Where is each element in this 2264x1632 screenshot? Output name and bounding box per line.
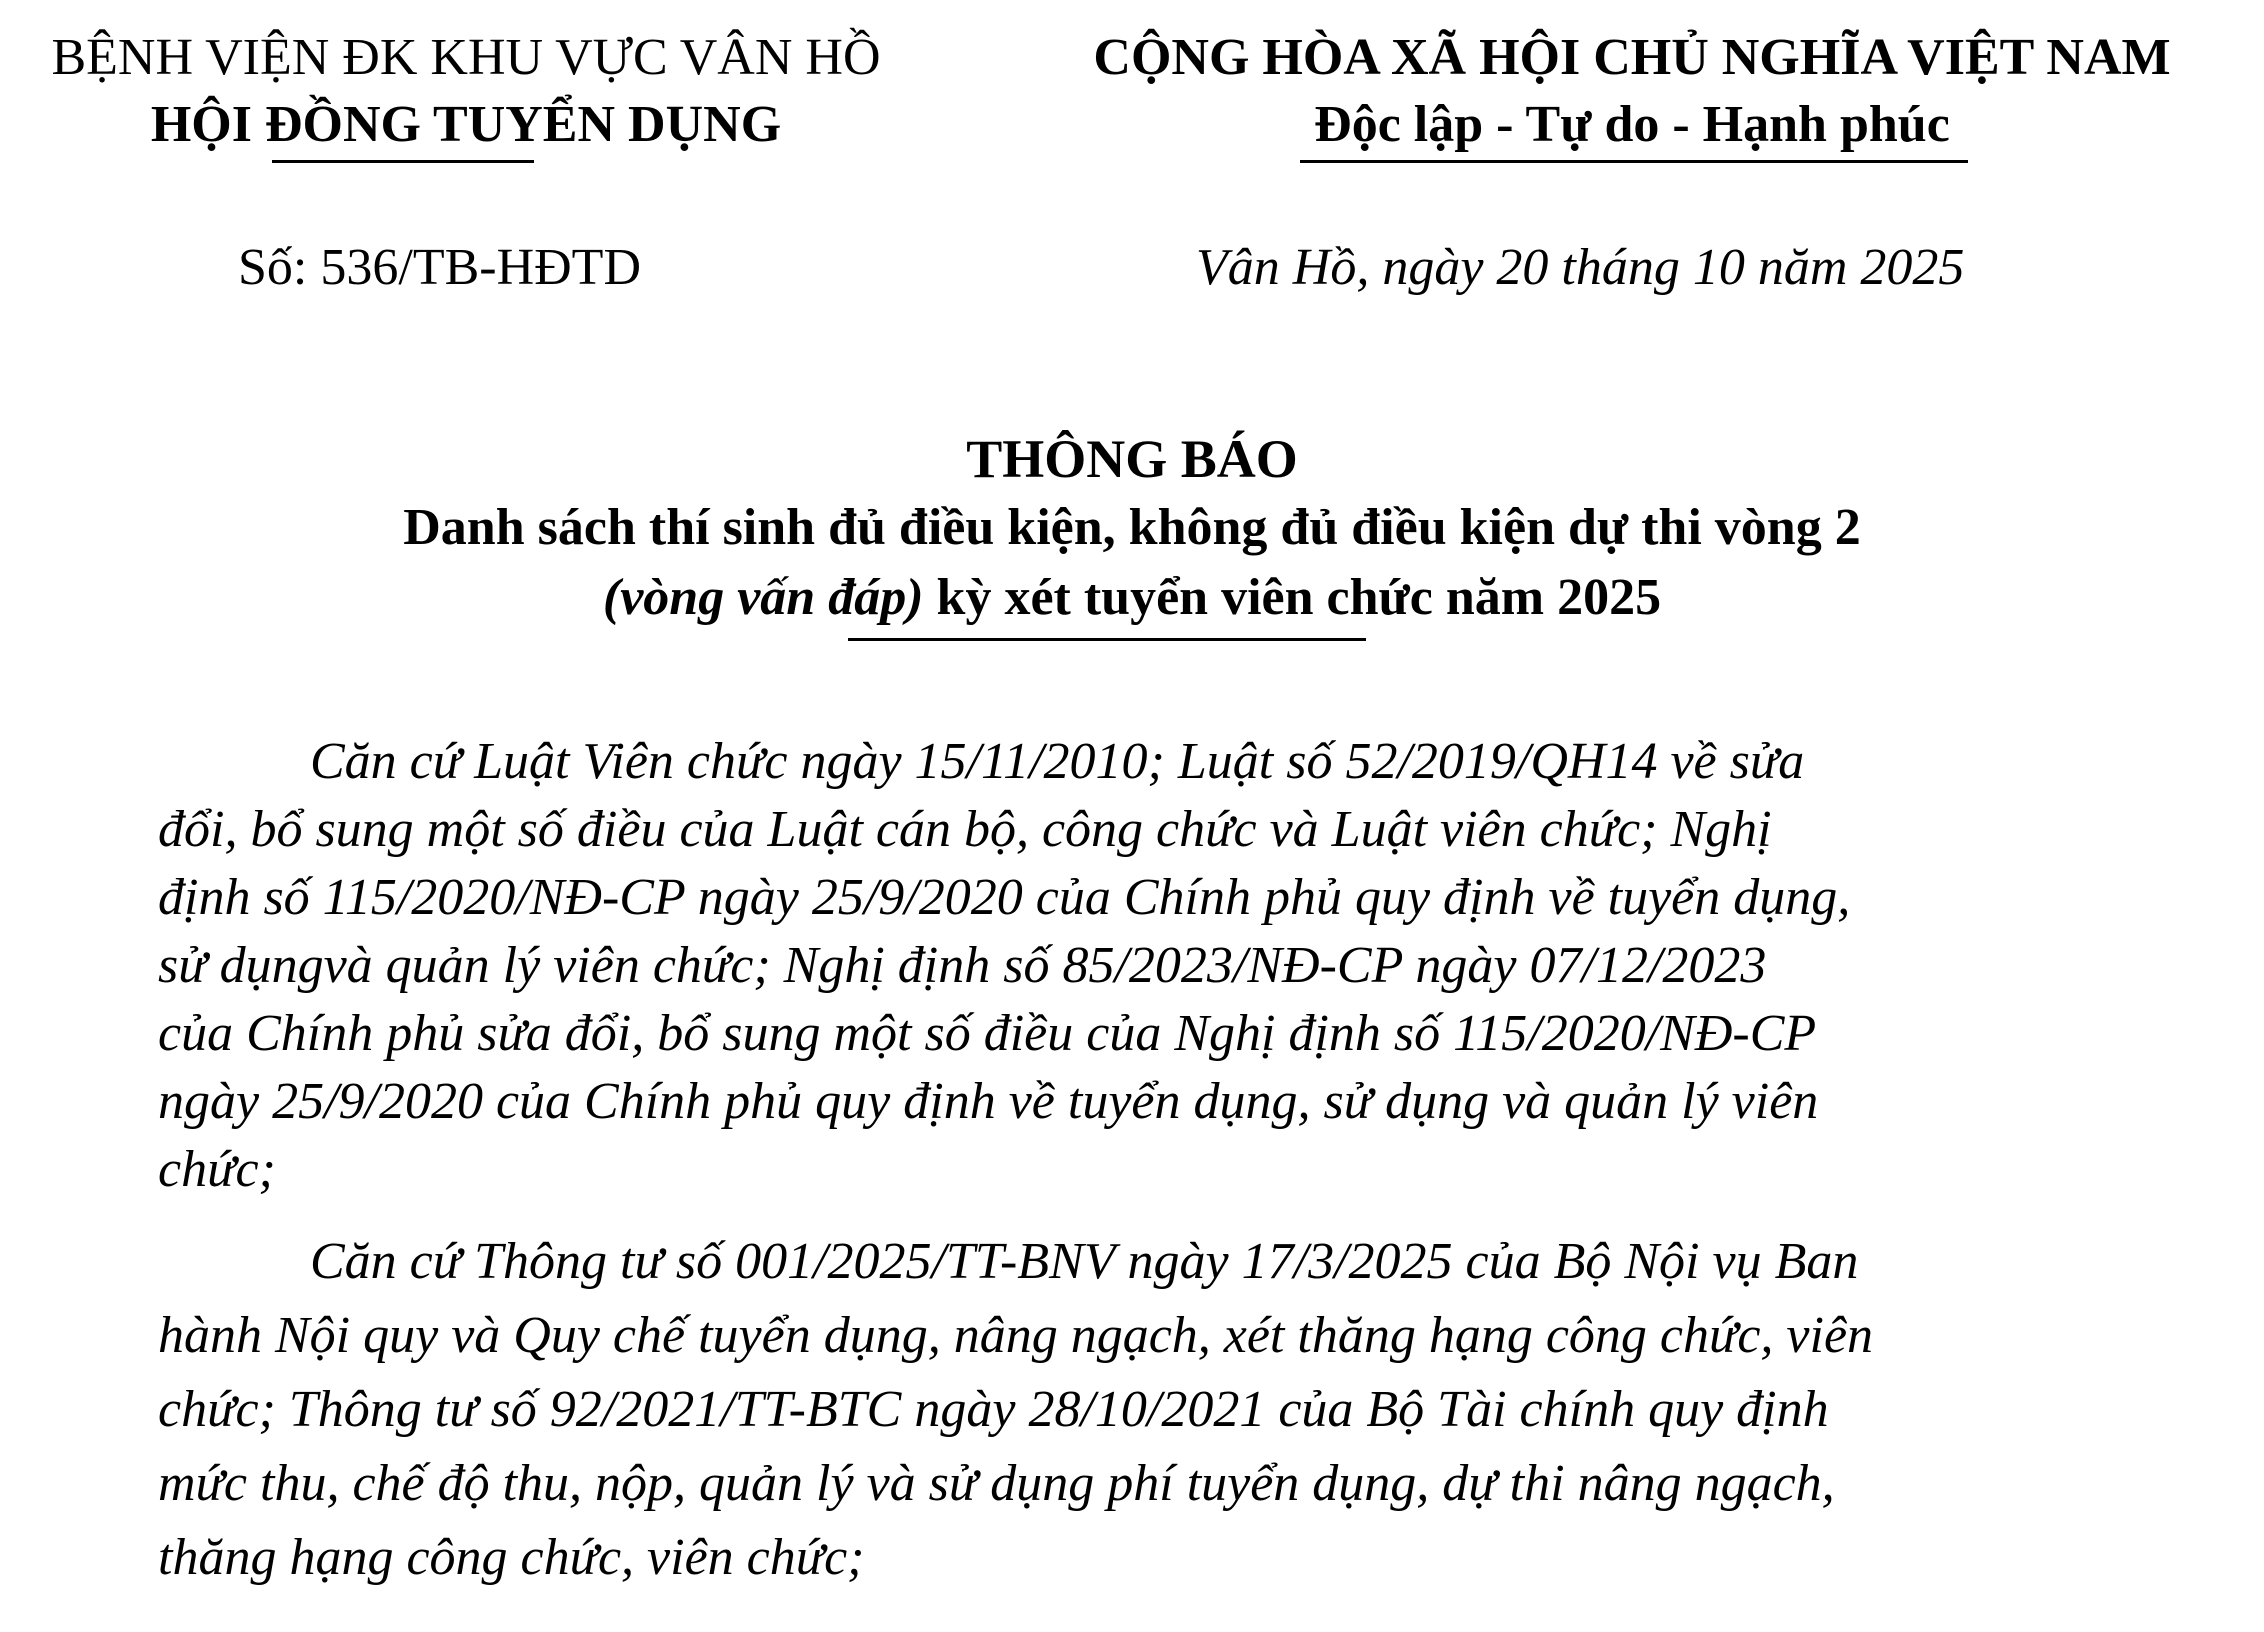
paragraph-1-line: định số 115/2020/NĐ-CP ngày 25/9/2020 của Chính phủ quy định về tuyển dụng,	[158, 869, 1851, 926]
paragraph-2-line: mức thu, chế độ thu, nộp, quản lý và sử dụng phí tuyển dụng, dự thi nâng ngạch,	[158, 1455, 1835, 1512]
document-number: Số: 536/TB-HĐTD	[238, 239, 641, 296]
issuing-organization: BỆNH VIỆN ĐK KHU VỰC VÂN HỒ	[51, 29, 881, 86]
recruitment-council: HỘI ĐỒNG TUYỂN DỤNG	[150, 96, 782, 153]
paragraph-2-line: thăng hạng công chức, viên chức;	[158, 1529, 865, 1586]
paragraph-2-line: hành Nội quy và Quy chế tuyển dụng, nâng ngạch, xét thăng hạng công chức, viên	[158, 1307, 1874, 1364]
national-motto: Độc lập - Tự do - Hạnh phúc	[1314, 96, 1950, 153]
paragraph-1-line: Căn cứ Luật Viên chức ngày 15/11/2010; Luật số 52/2019/QH14 về sửa	[310, 733, 1805, 790]
title-underline	[848, 638, 1366, 641]
subtitle-rest-part: kỳ xét tuyển viên chức năm 2025	[923, 569, 1662, 626]
paragraph-1-line: của Chính phủ sửa đổi, bổ sung một số điều của Nghị định số 115/2020/NĐ-CP	[158, 1005, 1817, 1062]
paragraph-1-line: ngày 25/9/2020 của Chính phủ quy định về tuyển dụng, sử dụng và quản lý viên	[158, 1073, 1819, 1130]
document-subtitle-line-1: Danh sách thí sinh đủ điều kiện, không đủ điều kiện dự thi vòng 2	[403, 499, 1861, 556]
paragraph-2-line: Căn cứ Thông tư số 001/2025/TT-BNV ngày 17/3/2025 của Bộ Nội vụ Ban	[310, 1233, 1859, 1290]
document-subtitle-line-2	[0, 568, 2264, 627]
paragraph-2-line: chức; Thông tư số 92/2021/TT-BTC ngày 28/10/2021 của Bộ Tài chính quy định	[158, 1381, 1829, 1438]
paragraph-1-line: chức;	[158, 1141, 276, 1198]
motto-underline	[1300, 160, 1968, 163]
place-date: Vân Hồ, ngày 20 tháng 10 năm 2025	[1196, 239, 1965, 296]
left-header-rule	[272, 160, 534, 163]
document-title: THÔNG BÁO	[966, 429, 1298, 489]
national-title: CỘNG HÒA XÃ HỘI CHỦ NGHĨA VIỆT NAM	[1093, 29, 2171, 86]
subtitle-italic-part: (vòng vấn đáp)	[602, 569, 924, 626]
paragraph-1-line: sử dụngvà quản lý viên chức; Nghị định số 85/2023/NĐ-CP ngày 07/12/2023	[158, 937, 1767, 994]
paragraph-1-line: đổi, bổ sung một số điều của Luật cán bộ, công chức và Luật viên chức; Nghị	[158, 801, 1772, 858]
